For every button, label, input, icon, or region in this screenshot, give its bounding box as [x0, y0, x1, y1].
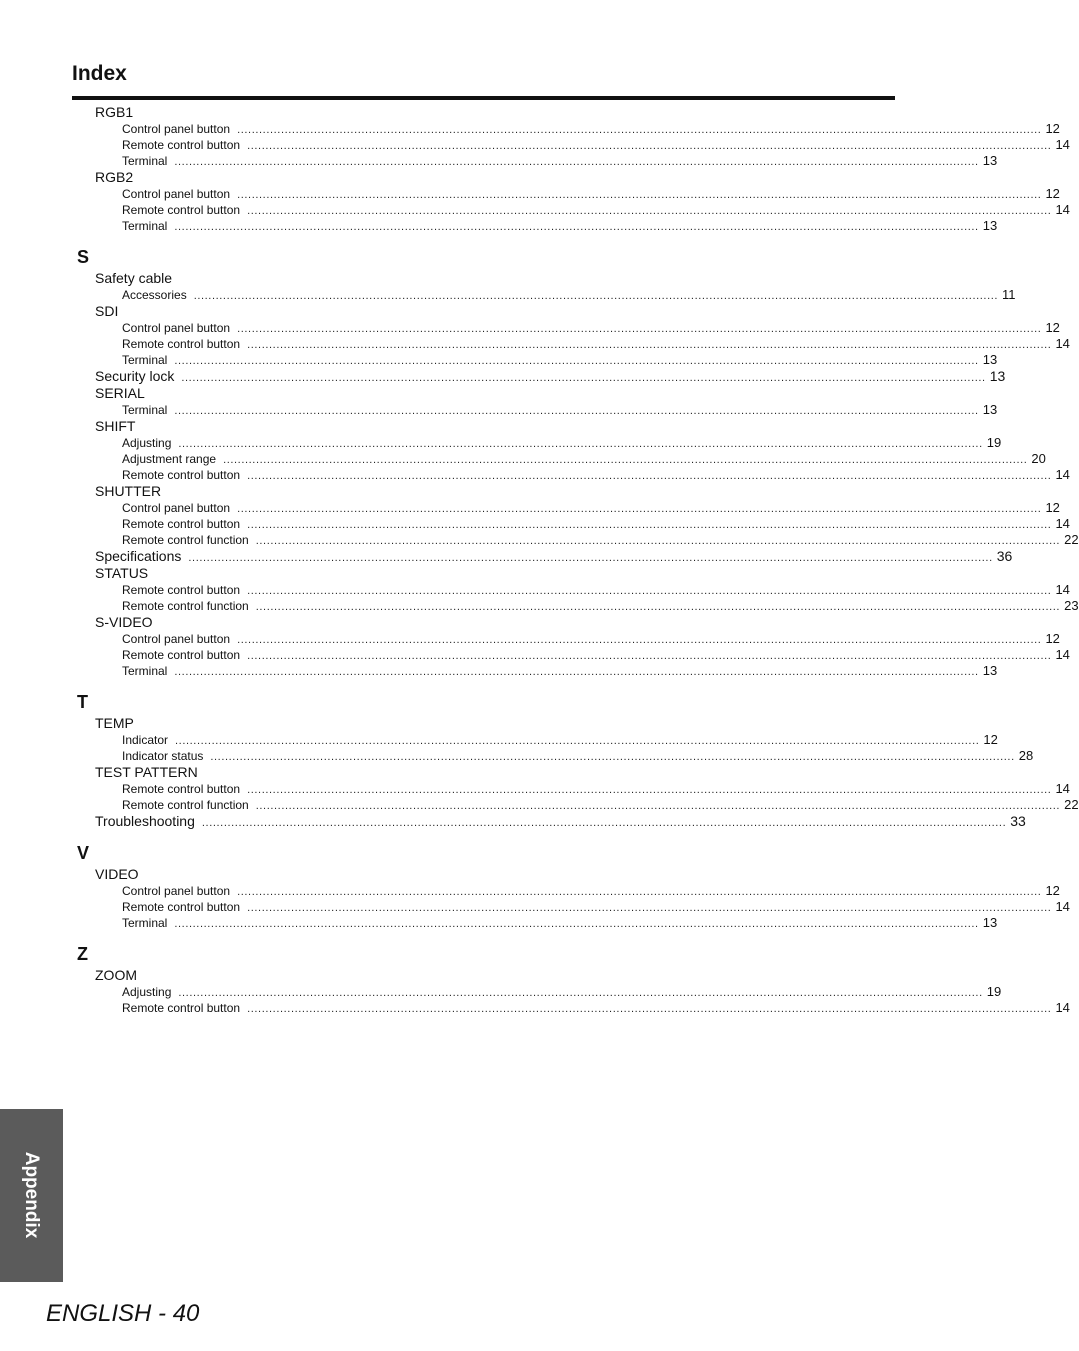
- index-letter-heading: V: [77, 843, 90, 863]
- dot-leader: ............................................................................................................................................................................................................................: [247, 1003, 1052, 1015]
- index-page-number: 12: [983, 732, 998, 747]
- dot-leader: ............................................................................................................................................................................................................................: [174, 918, 979, 930]
- index-page-number: 13: [989, 368, 1006, 384]
- index-entry-label: SHUTTER: [95, 483, 162, 499]
- index-subentry: [122, 137, 1070, 153]
- index-page-number: 12: [1045, 883, 1060, 898]
- index-subentry: [122, 202, 1070, 218]
- index-entry-label: Adjusting: [122, 436, 172, 450]
- title-rule: [72, 96, 895, 100]
- index-entry: [95, 169, 473, 186]
- index-subentry: [122, 631, 1060, 647]
- index-entry-label: Control panel button: [122, 501, 231, 515]
- dot-leader: ............................................................................................................................................................................................................................: [181, 372, 986, 384]
- index-entry-label: Control panel button: [122, 321, 231, 335]
- index-entry-label: Adjusting: [122, 985, 172, 999]
- dot-leader: ............................................................................................................................................................................................................................: [175, 735, 980, 747]
- index-entry: [95, 548, 1013, 565]
- index-page-number: 14: [1055, 202, 1070, 217]
- index-entry: [95, 270, 473, 287]
- index-entry: [95, 303, 473, 320]
- index-page-number: 14: [1055, 137, 1070, 152]
- index-page-number: 14: [1055, 516, 1070, 531]
- index-entry-label: Remote control function: [122, 798, 249, 812]
- index-subentry: [122, 781, 1070, 797]
- index-page-number: 20: [1031, 451, 1046, 466]
- index-entry: [95, 715, 473, 732]
- index-subentry: [122, 984, 1002, 1000]
- index-subentry: [122, 451, 1046, 467]
- index-entry: [95, 764, 473, 781]
- index-page-number: 13: [982, 153, 998, 168]
- dot-leader: ............................................................................................................................................................................................................................: [174, 156, 979, 168]
- index-entry-label: RGB2: [95, 169, 134, 185]
- index-page-number: 36: [996, 548, 1013, 564]
- index-page-number: 13: [982, 915, 998, 930]
- index-letter-heading: S: [77, 247, 90, 267]
- index-entry-label: Safety cable: [95, 270, 173, 286]
- index-entry-label: STATUS: [95, 565, 149, 581]
- index-entry-label: Terminal: [122, 154, 168, 168]
- index-entry-label: Security lock: [95, 368, 175, 384]
- index-entry: [95, 813, 1026, 830]
- index-subentry: [122, 582, 1070, 598]
- index-entry: [95, 368, 1006, 385]
- dot-leader: ............................................................................................................................................................................................................................: [193, 290, 999, 302]
- dot-leader: ............................................................................................................................................................................................................................: [247, 650, 1052, 662]
- index-subentry: [122, 153, 998, 169]
- index-page-number: 13: [982, 218, 998, 233]
- index-entry: [95, 483, 473, 500]
- index-page-number: 13: [982, 352, 998, 367]
- index-entry-label: Specifications: [95, 548, 182, 564]
- dot-leader: ............................................................................................................................................................................................................................: [247, 140, 1052, 152]
- index-entry: [95, 385, 473, 402]
- index-entry: [95, 104, 473, 121]
- index-entry-label: Remote control button: [122, 583, 241, 597]
- index-subentry: [122, 500, 1060, 516]
- index-subentry: [122, 435, 1002, 451]
- index-subentry: [122, 186, 1060, 202]
- dot-leader: ............................................................................................................................................................................................................................: [178, 438, 983, 450]
- index-letter-heading: Z: [77, 944, 88, 964]
- dot-leader: ............................................................................................................................................................................................................................: [255, 601, 1061, 613]
- dot-leader: ............................................................................................................................................................................................................................: [247, 784, 1052, 796]
- index-subentry: [122, 1000, 1070, 1016]
- index-subentry: [122, 121, 1060, 137]
- dot-leader: ............................................................................................................................................................................................................................: [255, 535, 1061, 547]
- index-subentry: [122, 402, 998, 418]
- index-entry-label: Terminal: [122, 403, 168, 417]
- dot-leader: ............................................................................................................................................................................................................................: [237, 323, 1042, 335]
- index-entry-label: Adjustment range: [122, 452, 217, 466]
- index-page-number: 13: [982, 402, 998, 417]
- index-page-number: 22: [1064, 532, 1079, 547]
- index-letter-heading: T: [77, 692, 88, 712]
- index-entry-label: Troubleshooting: [95, 813, 195, 829]
- index-entry-label: Remote control function: [122, 533, 249, 547]
- dot-leader: ............................................................................................................................................................................................................................: [247, 519, 1052, 531]
- index-page-number: 14: [1055, 647, 1070, 662]
- dot-leader: ............................................................................................................................................................................................................................: [247, 585, 1052, 597]
- index-entry-label: Remote control button: [122, 517, 241, 531]
- dot-leader: ............................................................................................................................................................................................................................: [237, 503, 1042, 515]
- dot-leader: ............................................................................................................................................................................................................................: [210, 751, 1015, 763]
- index-entry-label: Remote control button: [122, 337, 241, 351]
- index-subentry: [122, 598, 1079, 614]
- index-entry-label: Remote control button: [122, 648, 241, 662]
- index-page-number: 14: [1055, 582, 1070, 597]
- dot-leader: ............................................................................................................................................................................................................................: [188, 552, 993, 564]
- index-page-number: 19: [986, 435, 1002, 450]
- index-subentry: [122, 732, 998, 748]
- index-entry-label: TEMP: [95, 715, 134, 731]
- index-page-number: 22: [1064, 797, 1079, 812]
- index-entry-label: Terminal: [122, 219, 168, 233]
- dot-leader: ............................................................................................................................................................................................................................: [237, 886, 1042, 898]
- index-entry-label: SERIAL: [95, 385, 145, 401]
- index-subentry: [122, 883, 1060, 899]
- index-page-number: 14: [1055, 467, 1070, 482]
- index-page-number: 23: [1064, 598, 1079, 613]
- index-entry-label: Remote control button: [122, 203, 241, 217]
- index-page-number: 14: [1055, 781, 1070, 796]
- index-page-number: 11: [1002, 287, 1016, 302]
- index-subentry: [122, 647, 1070, 663]
- dot-leader: ............................................................................................................................................................................................................................: [237, 189, 1042, 201]
- side-tab-label: Appendix: [21, 1151, 42, 1239]
- dot-leader: ............................................................................................................................................................................................................................: [178, 987, 983, 999]
- index-entry: [95, 565, 473, 582]
- index-entry-label: Indicator: [122, 733, 169, 747]
- index-entry-label: ZOOM: [95, 967, 137, 983]
- index-entry-label: Remote control button: [122, 900, 241, 914]
- index-entry-label: Terminal: [122, 664, 168, 678]
- dot-leader: ............................................................................................................................................................................................................................: [237, 634, 1042, 646]
- dot-leader: ............................................................................................................................................................................................................................: [201, 817, 1007, 829]
- index-subentry: [122, 748, 1034, 764]
- index-page-number: 13: [982, 663, 998, 678]
- index-page-number: 12: [1045, 121, 1060, 136]
- page-title: Index: [72, 62, 127, 85]
- dot-leader: ............................................................................................................................................................................................................................: [174, 355, 979, 367]
- dot-leader: ............................................................................................................................................................................................................................: [255, 800, 1061, 812]
- dot-leader: ............................................................................................................................................................................................................................: [247, 470, 1052, 482]
- index-subentry: [122, 915, 998, 931]
- index-page-number: 12: [1045, 320, 1060, 335]
- dot-leader: ............................................................................................................................................................................................................................: [247, 902, 1052, 914]
- index-entry-label: Terminal: [122, 916, 168, 930]
- index-subentry: [122, 352, 998, 368]
- index-entry-label: Control panel button: [122, 122, 231, 136]
- index-page-number: 14: [1055, 899, 1070, 914]
- index-entry-label: Remote control button: [122, 782, 241, 796]
- dot-leader: ............................................................................................................................................................................................................................: [174, 666, 979, 678]
- dot-leader: ............................................................................................................................................................................................................................: [247, 205, 1052, 217]
- index-entry-label: Remote control button: [122, 138, 241, 152]
- index-entry-label: SDI: [95, 303, 119, 319]
- index-subentry: [122, 532, 1079, 548]
- index-entry: [95, 967, 473, 984]
- index-entry-label: Remote control function: [122, 599, 249, 613]
- index-entry-label: Accessories: [122, 288, 187, 302]
- index-page-number: 33: [1010, 813, 1026, 829]
- index-subentry: [122, 516, 1070, 532]
- index-page-number: 12: [1045, 500, 1060, 515]
- index-entry-label: Control panel button: [122, 632, 231, 646]
- index-entry-label: Indicator status: [122, 749, 204, 763]
- dot-leader: ............................................................................................................................................................................................................................: [247, 339, 1052, 351]
- index-entry: [95, 418, 473, 435]
- dot-leader: ............................................................................................................................................................................................................................: [237, 124, 1042, 136]
- index-entry-label: S-VIDEO: [95, 614, 153, 630]
- index-entry-label: Control panel button: [122, 884, 231, 898]
- index-subentry: [122, 899, 1070, 915]
- index-entry: [95, 866, 473, 883]
- dot-leader: ............................................................................................................................................................................................................................: [223, 454, 1028, 466]
- index-subentry: [122, 797, 1079, 813]
- index-entry-label: Remote control button: [122, 1001, 241, 1015]
- index-subentry: [122, 218, 998, 234]
- index-entry: [95, 614, 473, 631]
- dot-leader: ............................................................................................................................................................................................................................: [174, 221, 979, 233]
- index-page-number: 19: [986, 984, 1002, 999]
- index-page-number: 12: [1045, 186, 1060, 201]
- index-subentry: [122, 663, 998, 679]
- index-entry-label: Remote control button: [122, 468, 241, 482]
- index-entry-label: TEST PATTERN: [95, 764, 198, 780]
- index-entry-label: Terminal: [122, 353, 168, 367]
- index-subentry: [122, 336, 1070, 352]
- index-entry-label: RGB1: [95, 104, 134, 120]
- index-list: [0, 104, 1079, 1016]
- index-subentry: [122, 320, 1060, 336]
- index-entry-label: Control panel button: [122, 187, 231, 201]
- dot-leader: ............................................................................................................................................................................................................................: [174, 405, 979, 417]
- page-footer: ENGLISH - 40: [46, 1300, 200, 1327]
- index-entry-label: VIDEO: [95, 866, 139, 882]
- index-page-number: 14: [1055, 336, 1070, 351]
- index-subentry: [122, 287, 1016, 303]
- appendix-side-tab: [0, 1109, 63, 1282]
- index-page-number: 12: [1045, 631, 1060, 646]
- index-entry-label: SHIFT: [95, 418, 136, 434]
- index-page-number: 28: [1018, 748, 1034, 763]
- index-page-number: 14: [1055, 1000, 1070, 1015]
- index-subentry: [122, 467, 1070, 483]
